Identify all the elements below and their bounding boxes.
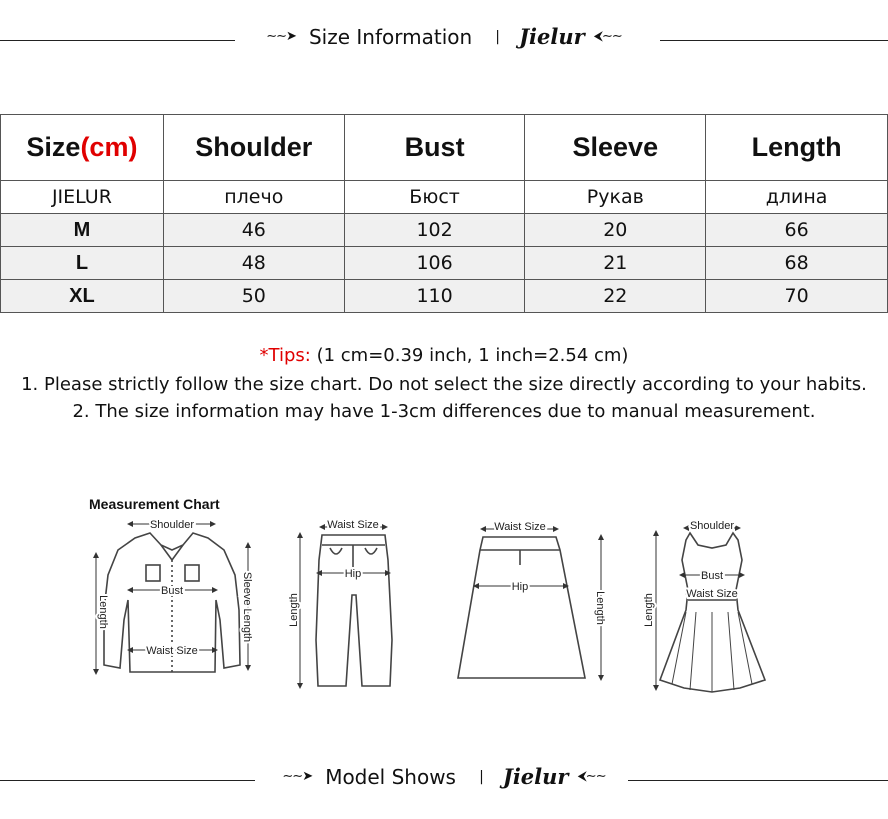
table-cell: JIELUR <box>1 181 164 214</box>
table-row <box>1 247 888 280</box>
tips-label: *Tips: <box>259 345 311 366</box>
table-cell: 48 <box>163 247 344 280</box>
measurement-chart-title: Measurement Chart <box>89 496 220 512</box>
pants-hip-label: Hip <box>344 568 362 580</box>
table-cell: 110 <box>344 280 525 313</box>
dress-dimension-lines <box>656 528 742 688</box>
header-sleeve: Sleeve <box>525 115 706 181</box>
shirt-length-label: Length <box>97 595 109 629</box>
pants-illustration <box>316 535 392 686</box>
table-cell: M <box>1 214 164 247</box>
dress-length-label: Length <box>643 593 655 627</box>
table-cell: 46 <box>163 214 344 247</box>
banner-title: Size Information <box>308 24 473 49</box>
table-cell: 21 <box>525 247 706 280</box>
shirt-sleeve-label: Sleeve Length <box>241 571 253 643</box>
banner-title: Model Shows <box>325 764 456 789</box>
table-row <box>1 214 888 247</box>
table-cell: 20 <box>525 214 706 247</box>
banner-separator: | <box>479 768 484 785</box>
pants-waist-label: Waist Size <box>327 519 379 531</box>
size-information-banner <box>0 20 888 60</box>
dress-shoulder-label: Shoulder <box>689 520 735 532</box>
swirl-arrow-icon: ⮜∼∼ <box>577 769 606 784</box>
table-cell: Бюст <box>344 181 525 214</box>
brand-logo: Jielur <box>502 764 569 789</box>
dress-waist-label: Waist Size <box>686 588 738 600</box>
brand-logo: Jielur <box>519 24 585 49</box>
dress-bust-label: Bust <box>700 570 724 582</box>
tips-conversion-text: (1 cm=0.39 inch, 1 inch=2.54 cm) <box>310 345 629 366</box>
table-cell: XL <box>1 280 164 313</box>
pants-length-label: Length <box>288 593 300 627</box>
skirt-illustration <box>458 537 585 678</box>
skirt-hip-label: Hip <box>511 581 529 593</box>
shirt-waist-label: Waist Size <box>146 645 198 657</box>
dress-illustration <box>660 533 765 692</box>
size-table <box>0 114 888 313</box>
table-cell: 50 <box>163 280 344 313</box>
shirt-shoulder-label: Shoulder <box>149 519 195 531</box>
shirt-bust-label: Bust <box>160 585 184 597</box>
swirl-arrow-icon: ⮜∼∼ <box>593 29 622 44</box>
banner-separator: | <box>495 28 500 45</box>
table-cell: 106 <box>344 247 525 280</box>
swirl-arrow-icon: ∼∼➤ <box>282 769 313 784</box>
header-shoulder: Shoulder <box>163 115 344 181</box>
table-cell: 102 <box>344 214 525 247</box>
skirt-dimension-lines <box>476 529 601 678</box>
skirt-length-label: Length <box>594 591 606 625</box>
table-subheader-row <box>1 181 888 214</box>
table-cell: плечо <box>163 181 344 214</box>
table-cell: 70 <box>706 280 888 313</box>
tips-line-1: 1. Please strictly follow the size chart. Do not select the size directly according to your habits. <box>21 374 867 395</box>
header-length: Length <box>706 115 888 181</box>
table-cell: длина <box>706 181 888 214</box>
tips-conversion <box>0 345 888 366</box>
table-header-row <box>1 115 888 181</box>
table-cell: L <box>1 247 164 280</box>
header-bust: Bust <box>344 115 525 181</box>
table-cell: 22 <box>525 280 706 313</box>
measurement-illustrations <box>0 500 888 700</box>
model-shows-banner <box>0 760 888 800</box>
tips-line-2: 2. The size information may have 1-3cm differences due to manual measurement. <box>72 401 816 422</box>
table-cell: 66 <box>706 214 888 247</box>
table-row <box>1 280 888 313</box>
table-cell: 68 <box>706 247 888 280</box>
table-cell: Рукав <box>525 181 706 214</box>
swirl-arrow-icon: ∼∼➤ <box>266 29 296 44</box>
header-size: Size(cm) <box>1 115 164 181</box>
skirt-waist-label: Waist Size <box>494 521 546 533</box>
